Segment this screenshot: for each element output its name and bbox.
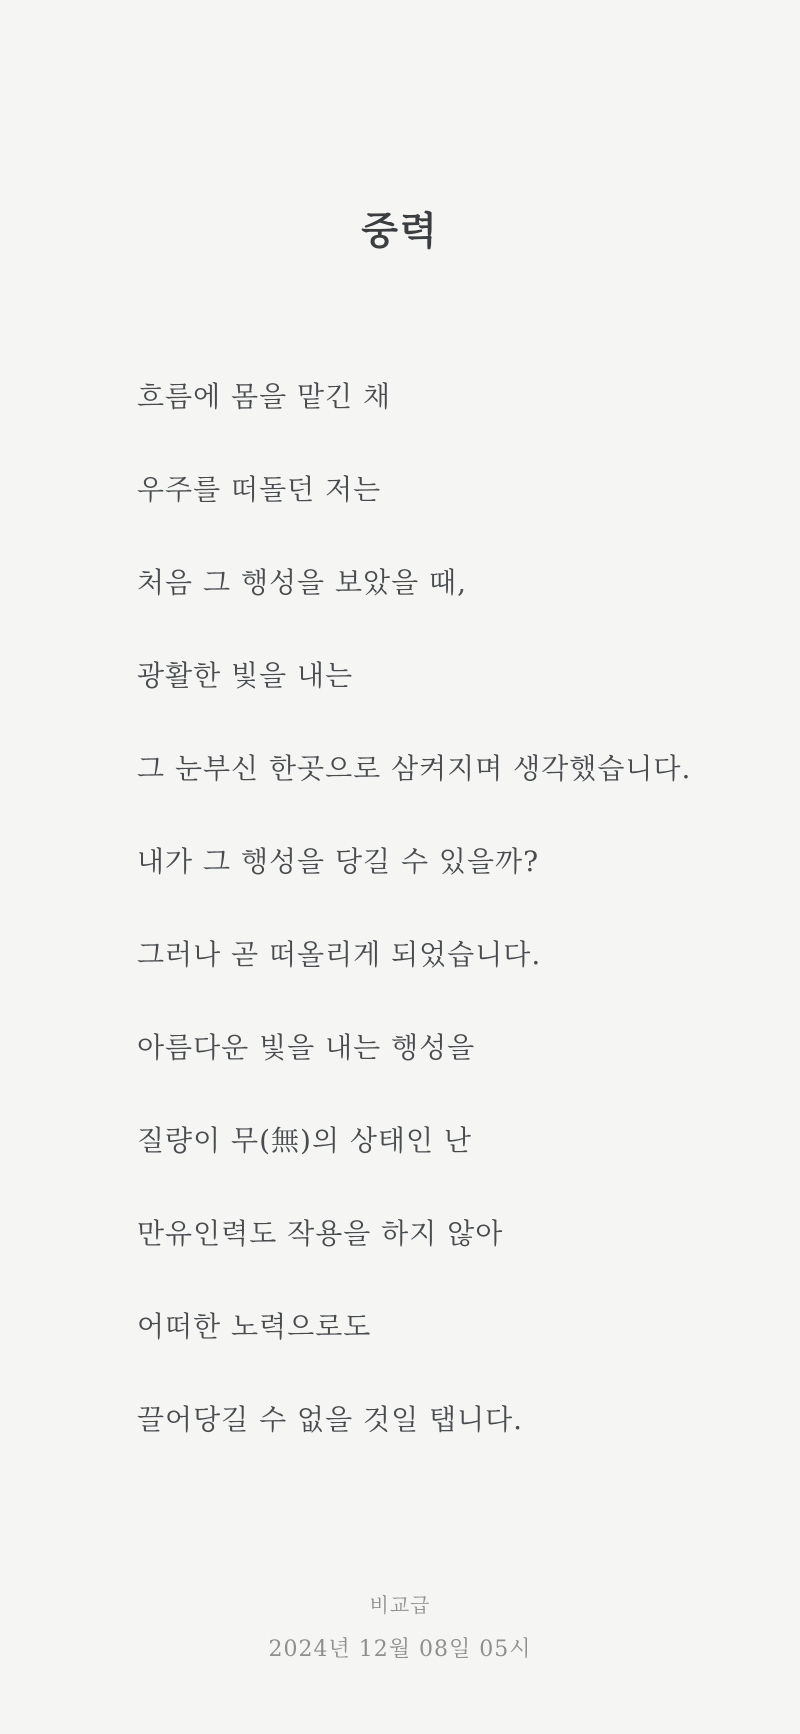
poem-body <box>0 377 800 1440</box>
poem-line: 흐름에 몸을 맡긴 채 <box>137 380 392 413</box>
poem-line: 그러나 곧 떠올리게 되었습니다. <box>137 938 542 971</box>
poem-line: 처음 그 행성을 보았을 때, <box>137 566 467 599</box>
poem-line: 아름다운 빛을 내는 행성을 <box>137 1031 476 1064</box>
poem-line: 질량이 무(無)의 상태인 난 <box>137 1124 472 1157</box>
poem-datetime: 2024년 12월 08일 05시 <box>268 1637 532 1662</box>
poem-line: 광활한 빛을 내는 <box>137 659 354 692</box>
poem-line: 우주를 떠돌던 저는 <box>137 473 382 506</box>
poem-line: 그 눈부신 한곳으로 삼켜지며 생각했습니다. <box>137 752 692 785</box>
poem-footer <box>0 1590 800 1665</box>
poem-line: 만유인력도 작용을 하지 않아 <box>137 1217 504 1250</box>
poem-line: 끌어당길 수 없을 것일 탭니다. <box>137 1403 524 1436</box>
poem-line: 내가 그 행성을 당길 수 있을까? <box>137 845 540 878</box>
poem-line: 어떠한 노력으로도 <box>137 1310 372 1343</box>
poem-title: 중력 <box>361 208 439 253</box>
poem-author: 비교급 <box>369 1593 431 1617</box>
